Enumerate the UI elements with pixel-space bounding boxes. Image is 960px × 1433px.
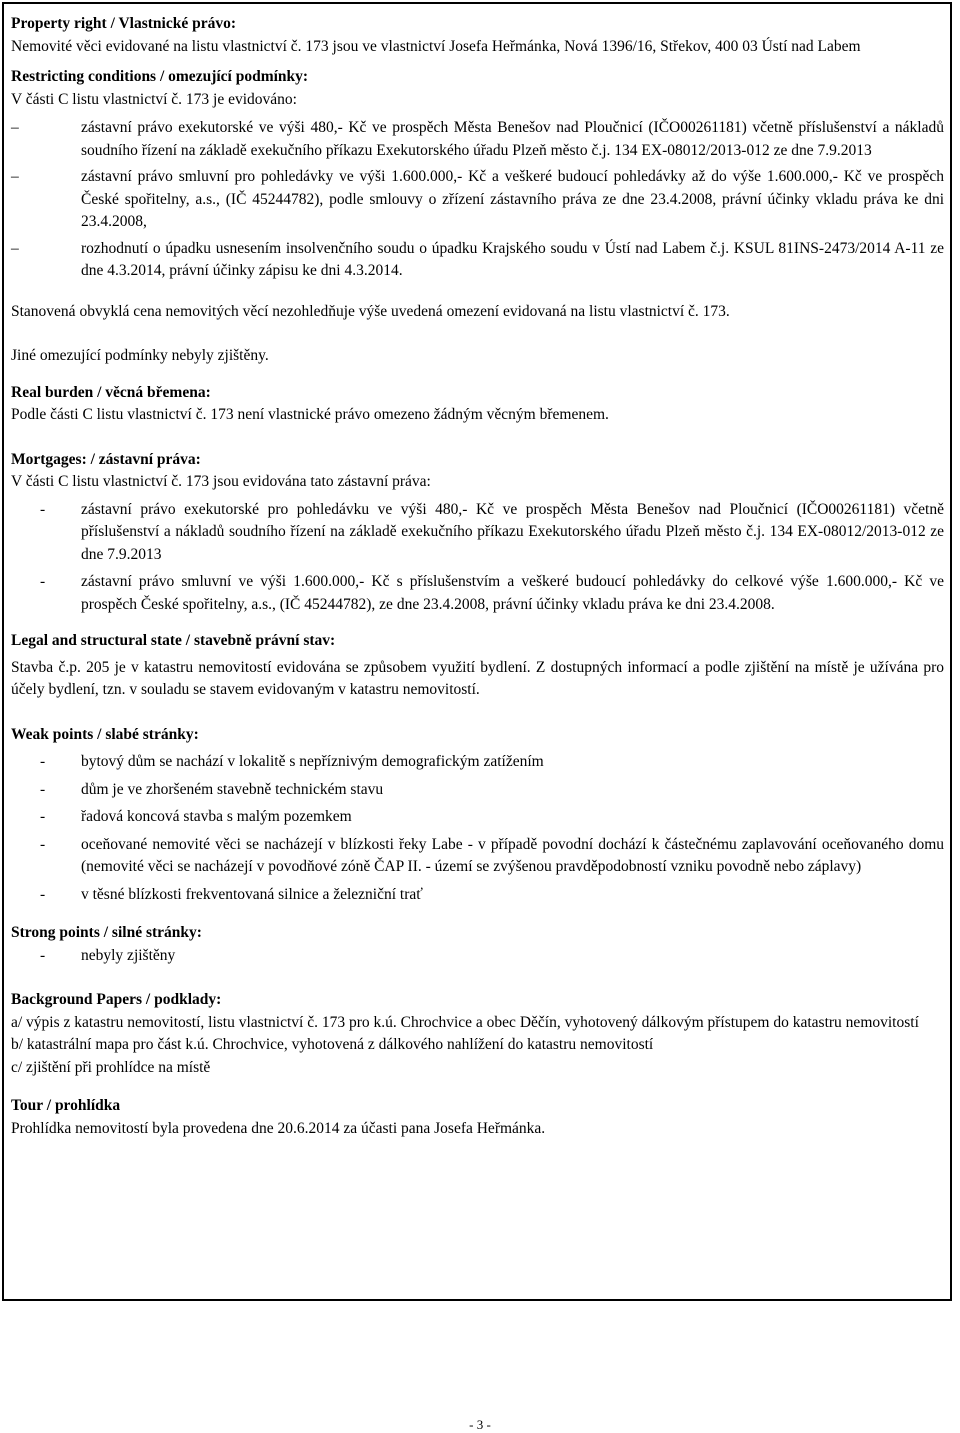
section-real-burden [11,382,944,427]
mortgages-intro: V části C listu vlastnictví č. 173 jsou evidována tato zástavní práva: [11,473,431,490]
strong-points-list [11,945,944,968]
list-item [11,238,944,283]
list-item-text: v těsné blízkosti frekventovaná silnice a železniční trať [81,885,423,903]
list-item-text: zástavní právo smluvní ve výši 1.600.000,- Kč s příslušenstvím a veškeré budoucí pohledávky do celkové výše 1.600.000,- Kč ve prospěch České spořitelny, a.s., (IČ 45244782), ze dne 23.4.2008, právní účinky vkladu práva ke dni 23.4.2008. [81,573,944,613]
list-item-text: rozhodnutí o úpadku usnesením insolvenčního soudu o úpadku Krajského soudu v Ústí nad Labem č.j. KSUL 81INS-2473/2014 A-11 ze dne 4.3.2014, právní účinky zápisu ke dni 4.3.2014. [81,239,944,279]
list-item [11,751,944,774]
section-restricting [11,66,944,368]
background-heading: Background Papers / podklady: [11,991,222,1008]
restricting-heading: Restricting conditions / omezující podmínky: [11,68,309,85]
restricting-note-2: Jiné omezující podmínky nebyly zjištěny. [11,347,269,364]
legal-state-heading: Legal and structural state / stavebně právní stav: [11,632,336,649]
list-item [11,779,944,802]
real-burden-text: Podle části C listu vlastnictví č. 173 není vlastnické právo omezeno žádným věcným břemenem. [11,406,609,423]
dash-bullet: - [40,835,46,853]
page-number: - 3 - [469,1417,491,1432]
strong-points-heading: Strong points / silné stránky: [11,924,202,941]
mortgages-list [11,499,944,617]
dash-bullet: - [40,780,46,798]
background-line: a/ výpis z katastru nemovitostí, listu vlastnictví č. 173 pro k.ú. Chrochvice a obec Děčín, vyhotovený dálkovým přístupem do katastru nemovitostí [11,1013,919,1031]
dash-bullet: – [11,168,19,185]
dash-bullet: - [40,500,46,518]
dash-bullet: - [40,573,46,590]
dash-bullet: – [11,239,19,257]
list-item [11,884,944,907]
section-tour [11,1095,944,1140]
list-item-text: řadová koncová stavba s malým pozemkem [81,808,352,825]
list-item [11,834,944,879]
weak-points-heading: Weak points / slabé stránky: [11,725,199,743]
list-item [11,499,944,567]
list-item-text: zástavní právo exekutorské pro pohledávku ve výši 480,- Kč ve prospěch Města Benešov nad Ploučnicí (IČO00261181) včetně příslušenství a nákladů soudního řízení na základě exekučního příkazu Exekutorského úřadu Plzeň město č.j. 134 EX-08012/2013-012 ze dne 7.9.2013 [81,500,944,563]
restricting-list [11,117,944,283]
list-item [11,166,944,234]
real-burden-heading: Real burden / věcná břemena: [11,383,211,401]
list-item-text: oceňované nemovité věci se nacházejí v blízkosti řeky Labe - v případě povodní dochází k částečnému zaplavování oceňovaného domu (nemovité věci se nacházejí v povodňové zóně ČAP II. - území se zvýšenou pravděpodobností vzniku povodně nebo záplavy) [81,835,944,875]
list-item-text: zástavní právo smluvní pro pohledávky ve výši 1.600.000,- Kč a veškeré budoucí pohledávky až do výše 1.600.000,- Kč ve prospěch České spořitelny, a.s., (IČ 45244782), podle smlouvy o zřízení zástavního práva ze dne 23.4.2008, právní účinky vkladu práva ke dni 23.4.2008, [81,168,944,230]
tour-text: Prohlídka nemovitostí byla provedena dne 20.6.2014 za účasti pana Josefa Heřmánka. [11,1119,546,1137]
dash-bullet: – [11,119,19,136]
section-property-right [11,13,944,58]
section-mortgages [11,449,944,617]
weak-points-list [11,751,944,906]
tour-heading: Tour / prohlídka [11,1097,121,1114]
restricting-note-1: Stanovená obvyklá cena nemovitých věcí nezohledňuje výše uvedená omezení evidovaná na listu vlastnictví č. 173. [11,302,730,320]
legal-state-text: Stavba č.p. 205 je v katastru nemovitostí evidována se způsobem využití bydlení. Z dostupných informací a podle zjištění na místě je užívána pro účely bydlení, tzn. v souladu se stavem evidovaným v katastru nemovitostí. [11,658,944,698]
section-strong-points [11,922,944,967]
list-item [11,117,944,162]
list-item-text: dům je ve zhoršeném stavebně technickém stavu [81,780,384,798]
background-line: b/ katastrální mapa pro část k.ú. Chrochvice, vyhotovená z dálkového nahlížení do katastru nemovitostí [11,1036,654,1053]
list-item [11,806,944,829]
dash-bullet: - [40,808,46,825]
section-background [11,989,944,1079]
section-legal-state [11,630,944,702]
background-line: c/ zjištění při prohlídce na místě [11,1058,211,1076]
dash-bullet: - [40,753,46,770]
list-item [11,571,944,616]
property-right-text: Nemovité věci evidované na listu vlastnictví č. 173 jsou ve vlastnictví Josefa Heřmánka, Nová 1396/16, Střekov, 400 03 Ústí nad Labem [11,37,861,55]
dash-bullet: - [40,885,46,903]
restricting-intro: V části C listu vlastnictví č. 173 je evidováno: [11,90,297,108]
document-frame [2,2,952,1301]
list-item-text: zástavní právo exekutorské ve výši 480,- Kč ve prospěch Města Benešov nad Ploučnicí (IČO00261181) včetně příslušenství a nákladů soudního řízení na základě exekučního příkazu Exekutorského úřadu Plzeň město č.j. 134 EX-08012/2013-012 ze dne 7.9.2013 [81,119,944,159]
property-right-heading: Property right / Vlastnické právo: [11,15,237,32]
section-weak-points [11,724,944,907]
dash-bullet: - [40,946,46,964]
list-item-text: bytový dům se nachází v lokalitě s nepříznivým demografickým zatížením [81,753,544,770]
mortgages-heading: Mortgages: / zástavní práva: [11,450,201,468]
list-item [11,945,944,968]
list-item-text: nebyly zjištěny [81,946,176,964]
